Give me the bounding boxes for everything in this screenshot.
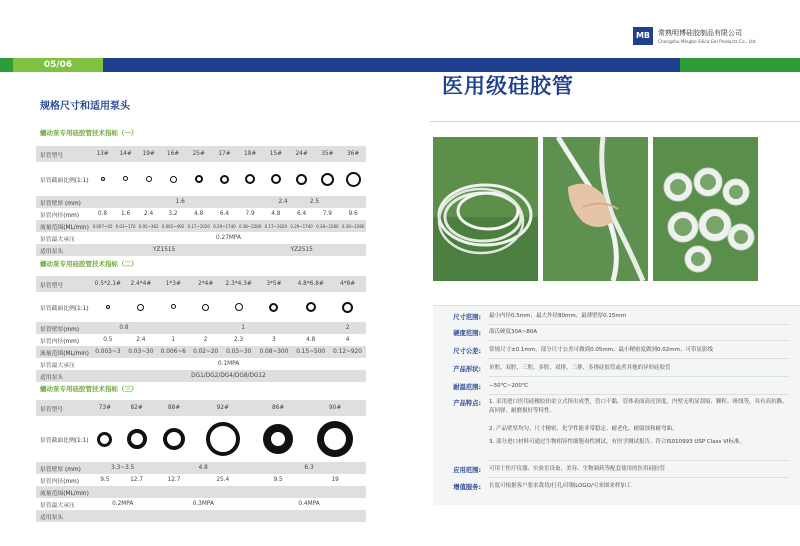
company-name-cn: 常熟明博硅胶制品有限公司 [658,29,742,37]
row-header: 泵管内径(mm) [36,208,91,220]
property-text: 邵氏硬度30A~80A [489,329,538,335]
property-text: 单腔、双腔、三腔、多腔、双排、三排、多排硅胶管或者其他的异形硅胶管 [489,365,671,371]
spec-table-1 [36,146,366,256]
divider [489,460,789,461]
row-header: 泵管型号 [36,400,91,416]
tube-cross-section-icon [245,174,255,184]
row-header: 泵管壁厚 (mm) [36,462,91,474]
table-cell: 9.5 [91,474,119,486]
table-cell: 0.27MPA [91,232,366,244]
table-row [36,416,366,462]
product-title: 医用级硅胶管 [442,74,574,98]
photo-coiled-tubing [433,137,538,281]
property-label: 尺寸范围: [453,314,481,321]
table-cell: 1 [157,334,189,346]
table-cell: 6.4 [289,208,315,220]
table-cell: 9.6 [340,208,366,220]
table-cell: 14# [114,146,137,162]
property-label: 产品形状: [453,366,481,373]
row-header: 泵管内径(mm) [36,334,91,346]
header-green-bar [0,58,13,72]
properties-panel [433,305,800,505]
table-cell: 24# [289,146,315,162]
table-cell: 73# [91,400,119,416]
table-cell: 6.4 [212,208,238,220]
table-cell: 13# [91,146,114,162]
table-cell: 0.12~920 [329,346,366,358]
table-cell: 7.9 [237,208,263,220]
table-cell: 2.3*4.3# [222,276,256,292]
divider [489,340,789,341]
table-cell: 12.7 [119,474,155,486]
tube-cross-section-icon [206,422,240,456]
table-cell: 0.003~3 [91,346,125,358]
row-header: 泵管最大承压 [36,358,91,370]
tube-cross-section-icon [146,176,152,182]
table-cell: 0.02~20 [189,346,221,358]
property-text: 长度可根据客户要求裁切/打孔/印制LOGO/可来图来样加工 [489,483,632,489]
tube-cross-section-icon [123,176,128,181]
table-cell: 2.4 [125,334,157,346]
table-cell: 1*3# [157,276,189,292]
table-cell: 2.4*4# [125,276,157,292]
table-cell: 3.2 [160,208,186,220]
property-text: 3. 部分进口材料可通过生物相容性细胞毒性测试，有医学测试报告，符合IS010993 USP Class VI标准。 [489,439,746,445]
table-row [36,510,366,522]
tube-cross-section-icon [137,304,144,311]
section-title: 规格尺寸和适用泵头 [40,101,130,112]
photo-tube-segments [653,137,758,281]
table-cell: 15# [263,146,289,162]
table-cell: 4.8 [154,462,252,474]
table-cell: 25# [186,146,212,162]
table-row [36,292,366,322]
table-cell: 0.3MPA [154,498,252,510]
property-label: 尺寸公差: [453,348,481,355]
table-cell: 2.4 [137,208,160,220]
tube-cross-section-icon [296,174,307,185]
table-row [36,358,366,370]
property-text: 1. 采用进口医用硅橡胶铂金立式挤出成型，管口不黏，管体表面高亮泽度，内壁无明显刮痕、颗粒、斑线等，具有高抗撕、高回弹、耐磨损好等特性。 [489,399,788,414]
table-cell: 4.8 [263,208,289,220]
table-cell: 0.006~6 [157,346,189,358]
property-label: 增值服务: [453,484,481,491]
table-cell: 4 [329,334,366,346]
table-cell: 0.062~492 [160,220,186,232]
tube-cross-section-icon [263,424,293,454]
header-green-bar [680,58,800,72]
right-page [400,0,800,546]
row-header: 适用泵头 [36,244,91,256]
property-label: 硬度范围: [453,330,481,337]
table-cell: 2 [329,322,366,334]
tube-cross-section-icon [269,303,278,312]
table-row [36,208,366,220]
spec-table-2 [36,276,366,382]
table-cell: 0.29~1740 [289,220,315,232]
table-cell: 0.1MPA [91,358,366,370]
header-blue-bar [103,58,400,72]
table-cell: 36# [340,146,366,162]
table-cell: 0.4MPA [252,498,366,510]
table-cell: DG1/DG2/DG4/DG8/DG12 [91,370,366,382]
table-3-title: 蠕动泵专用硅胶管技术指标（三） [40,385,138,393]
table-cell: 6.3 [252,462,366,474]
property-label: 应用范围: [453,467,481,474]
table-cell: 0.29~1740 [212,220,238,232]
table-row [36,370,366,382]
table-cell: YZ1515 [91,244,237,256]
table-cell: 4*8# [329,276,366,292]
table-row [36,498,366,510]
tube-cross-section-icon [346,172,361,187]
table-cell: 90# [304,400,366,416]
table-cell: 0.38~2280 [340,220,366,232]
table-cell: 0.007~42 [91,220,114,232]
table-cell: 86# [252,400,304,416]
table-cell: 92# [194,400,253,416]
table-cell: 12.7 [154,474,193,486]
table-cell: 2 [189,334,221,346]
tube-cross-section-icon [321,173,334,186]
table-cell: 0.38~2280 [237,220,263,232]
table-row [36,322,366,334]
tube-cross-section-icon [106,305,110,309]
table-cell: 7.9 [314,208,340,220]
table-cell: 1.6 [91,196,186,208]
table-row [36,162,366,196]
table-cell: 0.08~300 [255,346,292,358]
row-header: 泵管壁厚(mm) [36,322,91,334]
table-cell: 0.15~500 [292,346,329,358]
table-cell: 2.5 [289,196,340,208]
property-text: 可用于医疗仪器、实验室设备、美容、生物制药等配套使用的医用硅胶管 [489,466,666,472]
table-row [36,220,366,232]
company-logo: MB [633,27,653,45]
table-cell: 19 [304,474,366,486]
table-cell: 0.03~30 [222,346,256,358]
table-cell: 0.8 [91,322,157,334]
table-cell: 18# [237,146,263,162]
tube-cross-section-icon [101,177,105,181]
table-cell: 0.17~1020 [263,220,289,232]
table-cell: 3.3~3.5 [91,462,154,474]
tube-cross-section-icon [306,302,316,312]
table-row [36,486,366,498]
tube-cross-section-icon [127,429,147,449]
table-row [36,400,366,416]
property-text: 常规尺寸±0.1mm、部分尺寸公差可做到0.05mm、最小精密度做到0.02mm、可带显影线 [489,347,713,353]
divider [430,121,800,122]
table-cell: 0.2MPA [91,498,154,510]
divider [489,358,789,359]
table-2-title: 蠕动泵专用硅胶管技术指标（二） [40,260,138,268]
table-cell: YZ2515 [237,244,366,256]
row-header: 泵管最大承压 [36,232,91,244]
row-header: 泵管截面比例(1:1) [36,162,91,196]
table-cell: 17# [212,146,238,162]
spec-table-3 [36,400,366,522]
table-cell: 0.5 [91,334,125,346]
table-row [36,346,366,358]
table-cell: 16# [160,146,186,162]
tube-cross-section-icon [195,175,203,183]
table-cell: 0.17~1020 [186,220,212,232]
property-text: −50℃~200℃ [489,383,529,389]
divider [489,376,789,377]
divider [489,394,789,395]
table-cell: 3 [255,334,292,346]
row-header: 流量范围(ML/min) [36,220,91,232]
property-label: 耐温范围: [453,384,481,391]
table-cell: 2*4# [189,276,221,292]
row-header: 泵管最大承压 [36,498,91,510]
table-cell: 4.8*6.8# [292,276,329,292]
table-cell: 35# [314,146,340,162]
table-cell: 0.05~362 [137,220,160,232]
table-cell: 0.8 [91,208,114,220]
table-cell: 9.5 [252,474,304,486]
table-cell: 0.03~30 [125,346,157,358]
table-cell: 82# [119,400,155,416]
table-cell: 1 [157,322,329,334]
table-row [36,244,366,256]
tube-cross-section-icon [171,304,176,309]
property-text: 2. 产品壁厚均匀、尺寸精密、化学性能非常稳定、耐老化、耐腐蚀和耐弯曲。 [489,426,678,432]
tube-cross-section-icon [97,432,112,447]
tube-cross-section-icon [163,428,185,450]
table-cell: 4.8 [292,334,329,346]
tube-cross-section-icon [342,302,353,313]
row-header: 适用泵头 [36,370,91,382]
divider [489,324,789,325]
row-header: 流量范围(ML/min) [36,346,91,358]
row-header: 流量范围(ML/min) [36,486,91,498]
table-cell: 0.03~170 [114,220,137,232]
property-label: 产品特点: [453,400,481,407]
tube-cross-section-icon [202,304,209,311]
row-header: 泵管型号 [36,276,91,292]
tube-cross-section-icon [220,175,229,184]
tube-cross-section-icon [317,421,353,457]
table-cell: 3*5# [255,276,292,292]
table-cell: 1.6 [114,208,137,220]
table-cell: 25.4 [194,474,253,486]
row-header: 泵管截面比例(1:1) [36,292,91,322]
table-cell: 0.38~2280 [314,220,340,232]
property-text: 最小内径0.5mm、最大外径80mm、最薄壁厚0.15mm [489,313,627,319]
table-row [36,334,366,346]
row-header: 泵管型号 [36,146,91,162]
table-cell: 19# [137,146,160,162]
table-row [36,196,366,208]
row-header: 泵管截面比例(1:1) [36,416,91,462]
table-cell: 2.3 [222,334,256,346]
row-header: 适用泵头 [36,510,91,522]
table-row [36,232,366,244]
table-row [36,146,366,162]
row-header: 泵管内径(mm) [36,474,91,486]
table-cell: 88# [154,400,193,416]
table-cell: 0.5*2.1# [91,276,125,292]
page-number: 05/06 [13,58,103,72]
table-row [36,276,366,292]
tube-cross-section-icon [235,303,243,311]
tube-cross-section-icon [271,174,281,184]
table-cell: 2.4 [186,196,289,208]
table-1-title: 蠕动泵专用硅胶管技术指标（一） [40,129,138,137]
table-cell: 4.8 [186,208,212,220]
row-header: 泵管壁厚 (mm) [36,196,91,208]
tube-cross-section-icon [170,176,177,183]
photo-hand-holding-tube [543,137,648,281]
table-row [36,462,366,474]
divider [489,477,789,478]
table-row [36,474,366,486]
company-name-en: Changshu Mingbo Silica Gel Products Co., Ltd. [658,40,757,45]
